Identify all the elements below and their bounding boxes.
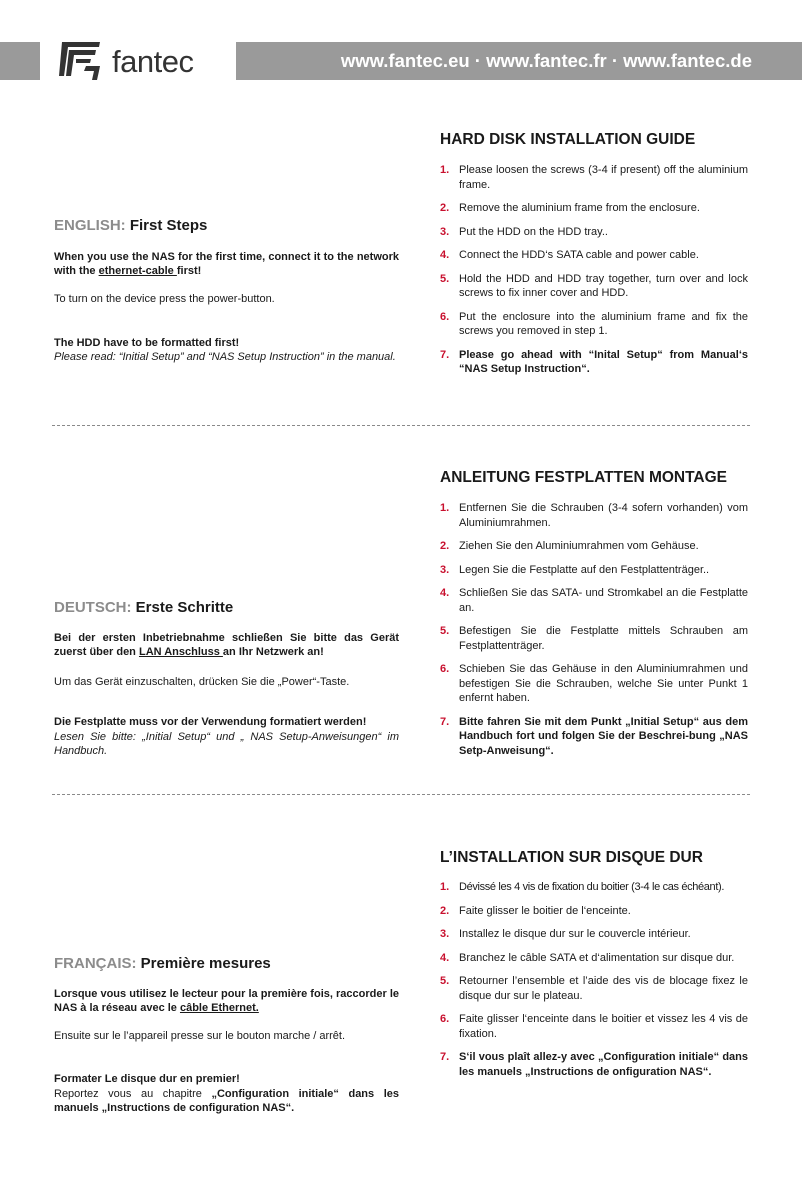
english-heading (54, 217, 207, 234)
german-heading (54, 599, 233, 616)
step-text: Faite glisser le boitier de l‘enceinte. (459, 904, 631, 917)
list-item (440, 586, 748, 615)
section-title: Erste Schritte (135, 599, 234, 616)
list-item (440, 348, 748, 377)
step-number: 3. (440, 563, 450, 576)
list-item (440, 715, 748, 759)
list-item (440, 624, 748, 653)
english-power-note: To turn on the device press the power-button. (54, 293, 275, 305)
ethernet-cable-link: ethernet-cable (98, 265, 177, 277)
list-item (440, 201, 748, 216)
language-label: ENGLISH: (54, 217, 126, 234)
german-steps-list (440, 501, 748, 758)
step-text: Installez le disque dur sur le couvercle intérieur. (459, 928, 691, 940)
step-number: 4. (440, 587, 450, 599)
section-divider (52, 425, 750, 426)
english-guide-title: HARD DISK INSTALLATION GUIDE (440, 131, 696, 148)
step-number: 1. (440, 164, 450, 176)
step-number: 3. (440, 225, 450, 238)
step-text: Entfernen Sie die Schrauben (3-4 sofern vorhanden) vom Aluminiumrahmen. (459, 502, 748, 529)
step-number: 5. (440, 975, 450, 987)
french-guide-title: L’INSTALLATION SUR DISQUE DUR (440, 849, 703, 866)
german-format-note: Lesen Sie bitte: „Initial Setup“ und „ NAS Setup-Anweisungen“ im Handbuch. (54, 731, 399, 757)
list-item (440, 927, 748, 942)
step-text: Schieben Sie das Gehäuse in den Aluminiumrahmen und befestigen Sie die Schrauben, welche Sie unter Punkt 1 enfernt haben. (459, 663, 748, 704)
step-number: 6. (440, 663, 450, 675)
section-title: Première mesures (140, 955, 271, 972)
step-text: S‘il vous plaît allez-y avec „Configuration initiale“ dans les manuels „Instructions de onfiguration NAS“. (459, 1051, 748, 1078)
step-number: 1. (440, 881, 450, 893)
step-text: Schließen Sie das SATA- und Stromkabel an die Festplatte an. (459, 587, 748, 614)
step-text: Remove the aluminium frame from the enclosure. (459, 202, 700, 214)
german-format-warning: Die Festplatte muss vor der Verwendung formatiert werden! (54, 716, 367, 728)
english-format-warning: The HDD have to be formatted first! (54, 337, 240, 349)
language-label: FRANÇAIS: (54, 955, 137, 972)
french-format-warning: Formater Le disque dur en premier! (54, 1073, 240, 1085)
step-number: 1. (440, 502, 450, 514)
list-item (440, 539, 748, 554)
step-number: 6. (440, 1013, 450, 1025)
step-number: 2. (440, 540, 450, 552)
english-format-note: Please read: “Initial Setup” and “NAS Setup Instruction” in the manual. (54, 351, 396, 363)
list-item (440, 662, 748, 706)
step-number: 3. (440, 928, 450, 940)
step-text: Branchez le câble SATA et d‘alimentation sur disque dur. (459, 951, 735, 964)
step-text: Retourner l’ensemble et l’aide des vis de blocage fixez le disque dur sur le plateau. (459, 975, 748, 1002)
step-text: Please loosen the screws (3-4 if present) off the aluminium frame. (459, 164, 748, 191)
step-number: 4. (440, 249, 450, 261)
french-format-note: Reportez vous au chapitre „Configuration initiale“ dans les manuels „Instructions de configuration NAS“. (54, 1088, 399, 1114)
english-steps-list (440, 163, 748, 377)
lan-anschluss-link: LAN Anschluss (138, 646, 223, 658)
header-bar-left (0, 42, 40, 80)
language-label: DEUTSCH: (54, 599, 132, 616)
german-power-note: Um das Gerät einzuschalten, drücken Sie die „Power“-Taste. (54, 676, 350, 688)
list-item (440, 310, 748, 339)
brand-logo (56, 40, 193, 84)
step-text: Ziehen Sie den Aluminiumrahmen vom Gehäuse. (459, 540, 699, 552)
french-intro: Lorsque vous utilisez le lecteur pour la première fois, raccorder le NAS à la réseau avec le câble Ethernet. (54, 988, 399, 1014)
step-number: 2. (440, 202, 450, 214)
fantec-f-logo-icon (56, 38, 106, 87)
step-number: 6. (440, 310, 450, 323)
step-text: Connect the HDD‘s SATA cable and power cable. (459, 249, 699, 261)
step-text: Dévissé les 4 vis de fixation du boitier (3-4 le cas échéant). (459, 881, 725, 893)
step-number: 7. (440, 1051, 450, 1063)
step-text: Hold the HDD and HDD tray together, turn over and lock screws to fix inner cover and HDD. (459, 272, 748, 299)
step-number: 2. (440, 904, 450, 917)
list-item (440, 272, 748, 301)
step-text: Faite glisser l‘enceinte dans le boitier et vissez les 4 vis de fixation. (459, 1013, 748, 1040)
step-number: 5. (440, 625, 450, 637)
step-text: Please go ahead with “Inital Setup“ from Manual‘s “NAS Setup Instruction“. (459, 348, 748, 375)
list-item (440, 248, 748, 263)
step-text: Bitte fahren Sie mit dem Punkt „Initial Setup“ aus dem Handbuch fort und folgen Sie der Beschrei-bung „NAS Setp-Anweisung“. (459, 715, 748, 757)
step-text: Put the HDD on the HDD tray.. (459, 225, 608, 238)
list-item (440, 501, 748, 530)
ethernet-cable-link: câble Ethernet. (179, 1002, 259, 1014)
step-text: Put the enclosure into the aluminium frame and fix the screws you removed in step 1. (459, 310, 748, 337)
list-item (440, 163, 748, 192)
list-item (440, 880, 748, 895)
list-item (440, 904, 748, 919)
section-divider (52, 794, 750, 795)
website-urls[interactable]: www.fantec.eu · www.fantec.fr · www.fantec.de (340, 50, 752, 71)
step-text: Befestigen Sie die Festplatte mittels Schrauben am Festplattenträger. (459, 625, 748, 652)
step-number: 5. (440, 272, 450, 285)
list-item (440, 225, 748, 240)
english-intro: When you use the NAS for the first time, connect it to the network with the ethernet-cable first! (54, 251, 399, 277)
list-item (440, 1050, 748, 1079)
step-number: 7. (440, 348, 450, 361)
step-number: 4. (440, 951, 450, 964)
step-number: 7. (440, 715, 450, 728)
german-intro: Bei der ersten Inbetriebnahme schließen Sie bitte das Gerät zuerst über den LAN Anschluss an Ihr Netzwerk an! (54, 632, 399, 658)
list-item (440, 974, 748, 1003)
french-heading (54, 955, 271, 972)
step-text: Legen Sie die Festplatte auf den Festplattenträger.. (459, 563, 710, 576)
logo-text: fantec (112, 44, 194, 79)
list-item (440, 1012, 748, 1041)
french-steps-list (440, 880, 748, 1079)
list-item (440, 563, 748, 578)
list-item (440, 951, 748, 966)
german-guide-title: ANLEITUNG FESTPLATTEN MONTAGE (440, 469, 728, 486)
section-title: First Steps (129, 217, 208, 234)
french-power-note: Ensuite sur le l’appareil presse sur le bouton marche / arrêt. (54, 1030, 346, 1042)
